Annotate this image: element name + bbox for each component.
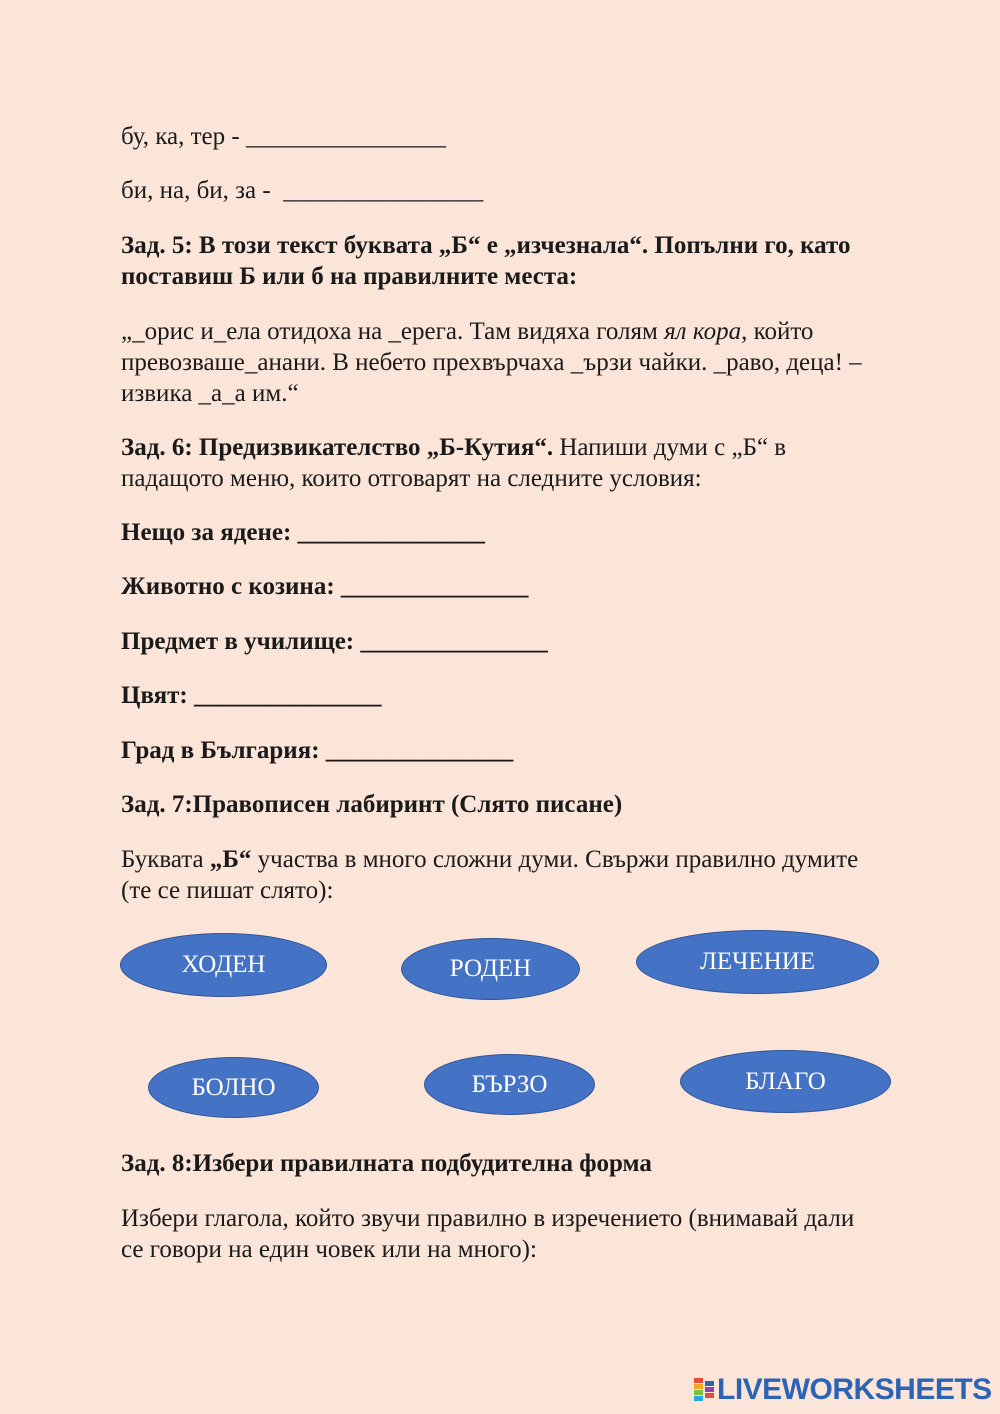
task5-text	[121, 316, 881, 409]
task6-heading: Зад. 6: Предизвикателство „Б-Кутия“.	[121, 434, 554, 461]
task8-heading: Зад. 8:Избери правилната подбудителна форма	[121, 1150, 652, 1177]
liveworksheets-logo-icon	[693, 1377, 715, 1403]
task6-item-city: Град в България: _______________	[121, 737, 514, 764]
syllables-line-1: бу, ка, тер - ________________	[121, 123, 446, 150]
task5-italic-word: ял кора	[664, 318, 742, 345]
task5-heading: Зад. 5: В този текст буквата „Б“ е „изчезнала“. Попълни го, като поставиш Б или б на правилните места:	[121, 232, 857, 290]
task6-item-color: Цвят: _______________	[121, 682, 382, 709]
task6-item-animal: Животно с козина: _______________	[121, 573, 529, 600]
task8-text: Избери глагола, който звучи правилно в изречението (внимавай дали се говори на един човек или на много):	[121, 1205, 861, 1263]
task6-item-food: Нещо за ядене: _______________	[121, 519, 486, 546]
word-oval-bolno[interactable]: БОЛНО	[148, 1057, 319, 1118]
task7-heading: Зад. 7:Правописен лабиринт (Слято писане)	[121, 791, 623, 818]
word-oval-roden[interactable]: РОДЕН	[401, 938, 580, 1000]
word-oval-barzo[interactable]: БЪРЗО	[424, 1054, 595, 1115]
task5-text-end: , който превозваше_анани. В небето прехвърчаха _ързи чайки. _раво, деца! – извика _а_а им.“	[121, 318, 868, 407]
task7-text-end: участва в много сложни думи. Свържи правилно думите (те се пишат слято):	[121, 846, 865, 904]
task7-bold-letter: „Б“	[209, 846, 252, 873]
task5-text-start: „_орис и_ела отидоха на _ерега. Там видяха голям	[121, 318, 665, 345]
liveworksheets-logo	[693, 1374, 992, 1406]
task7-text	[121, 844, 881, 906]
task7-text-start: Буквата	[121, 846, 210, 873]
syllables-line-2: би, на, би, за - ________________	[121, 177, 484, 204]
task6-item-school-object: Предмет в училище: _______________	[121, 628, 548, 655]
word-oval-blago[interactable]: БЛАГО	[680, 1050, 891, 1113]
task6-intro	[121, 432, 881, 494]
task6-instruction: Напиши думи с „Б“ в падащото меню, които отговарят на следните условия:	[121, 434, 793, 492]
logo-text: LIVEWORKSHEETS	[717, 1373, 992, 1406]
word-oval-hoden[interactable]: ХОДЕН	[120, 933, 327, 997]
word-oval-lechenie[interactable]: ЛЕЧЕНИЕ	[636, 930, 879, 994]
